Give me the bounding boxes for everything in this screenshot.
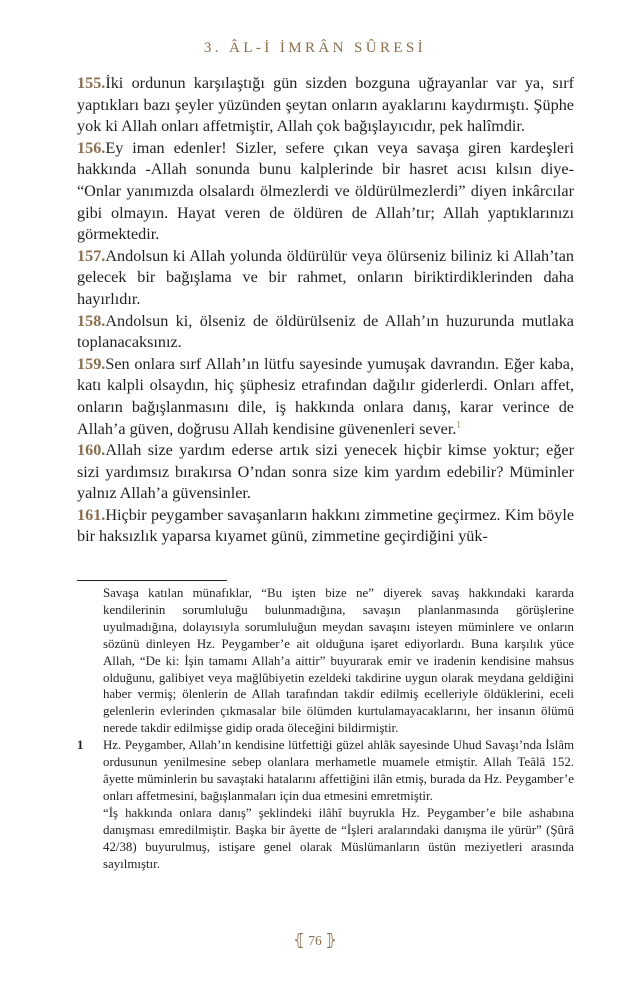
verse-body: Sen onlara sırf Allah’ın lütfu sayesinde yumuşak davrandın. Eğer kaba, katı kalpli olsaydın, hiç şüphesiz etrafından dağılır giderlerdi. Onları affet, onların bağışlanmasını dile, iş hakkında onlara danış, karar verince de Allah’a güven, doğrusu Allah kendisine güvenenleri sever. (77, 354, 574, 438)
verse-160 (77, 440, 574, 505)
verse-156 (77, 138, 574, 246)
footnote-text: Savaşa katılan münafıklar, “Bu işten bize ne” diyerek savaş hakkındaki kararda kendilerinin sorumluluğu bulunmadığına, savaşın planlanmasında görüşlerine uyulmadığına, dolayısıyla sorumluluğun meydan savaşını isteyen müminlere ve onların sözünü dinleyen Hz. Peygamber’e ait olduğuna işaret ediyorlardı. Buna karşılık yüce Allah, “De ki: İşin tamamı Allah’a aittir” buyurarak emir ve iradenin kendisine mahsus olduğunu, galibiyet veya mağlûbiyetin ezeldeki takdirine uygun olarak meydana geldiğini haber vermiş; ölenlerin de Allah tarafından takdir edilmiş ecelleriyle öldüklerini, eceli gelenlerin evlerinden çıkmasalar bile ölümden kurtulamayacaklarını, her insanın ölümü nerede takdir edilmişse gidip orada öleceğini bildirmiştir. (103, 586, 574, 736)
running-header: 3. ÂL-İ İMRÂN SÛRESİ (203, 40, 427, 56)
footnotes (77, 585, 574, 872)
page-footer (0, 930, 630, 950)
verse-161 (77, 505, 574, 548)
verse-body: Ey iman edenler! Sizler, sefere çıkan veya savaşa giren kardeşleri hakkında -Allah sonunda bunu kalplerinde bir hasret acısı kılsın diye- “Onlar yanımızda olsalardı ölmezlerdi ve öldürülmezlerdi” diyen inkârcılar gibi olmayın. Hayat veren de öldüren de Allah’tır; Allah yaptıklarınızı görmektedir. (77, 138, 574, 244)
verse-body: Allah size yardım ederse artık sizi yenecek hiçbir kimse yoktur; eğer sizi yardımsız bırakırsa O’ndan sonra size kim yardım edebilir? Müminler yalnız Allah’a güvensinler. (77, 441, 574, 503)
verse-155 (77, 73, 574, 138)
verse-158 (77, 311, 574, 354)
footnote-reference[interactable]: 1 (456, 419, 461, 430)
verse-text (77, 73, 574, 548)
verse-number: 156. (77, 138, 106, 157)
verse-number: 158. (77, 311, 106, 330)
verse-number: 155. (77, 74, 106, 92)
footnote-item (77, 737, 574, 805)
ornament-right-icon: ⦄ (325, 932, 337, 949)
verse-number: 161. (77, 505, 106, 524)
footnote-text: “İş hakkında onlara danış” şeklindeki ilâhî buyrukla Hz. Peygamber’e bile ashabına danışması emredilmiştir. Başka bir âyette de “İşleri aralarındaki danışma ile yürür” (Şûrâ 42/38) buyurulmuş, istişare genel olarak Müslümanların üstün meziyetleri arasında sayılmıştır. (103, 805, 574, 871)
footnote-divider (77, 580, 227, 581)
ornament-left-icon: ⦃ (293, 932, 305, 949)
page-number: 76 (308, 933, 322, 948)
footnote-item (77, 585, 574, 737)
verse-body: Andolsun ki Allah yolunda öldürülür veya ölürseniz biliniz ki Allah’tan gelecek bir bağışlama ve bir rahmet, onların biriktirdiklerinden daha hayırlıdır. (77, 246, 574, 308)
footnote-number: 1 (77, 738, 84, 753)
footnote-item (77, 805, 574, 873)
verse-body: Hiçbir peygamber savaşanların hakkını zimmetine geçirmez. Kim böyle bir haksızlık yaparsa kıyamet günü, zimmetine geçirdiğini yük- (77, 505, 574, 546)
footnote-text: Hz. Peygamber, Allah’ın kendisine lütfettiği güzel ahlâk sayesinde Uhud Savaşı’nda İslâm ordusunun yenilmesine sebep olanlara merhametle muamele etmiştir. Allah Teâlâ 152. âyette müminlerin bu savaştaki hatalarını affettiğini ilân etmiş, burada da Hz. Peygamber’e onları affetmesini, bağışlanmaları için dua etmesini emretmiştir. (103, 738, 574, 803)
verse-number: 159. (77, 354, 106, 373)
verse-159 (77, 354, 574, 440)
verse-body: Andolsun ki, ölseniz de öldürülseniz de Allah’ın huzurunda mutlaka toplanacaksınız. (77, 311, 574, 352)
verse-number: 157. (77, 246, 106, 265)
verse-body: İki ordunun karşılaştığı gün sizden bozguna uğrayanlar var ya, sırf yaptıkları bazı şeyler yüzünden şeytan onların ayaklarını kaydırmıştı. Şüphe yok ki Allah onları affetmiştir, Allah çok bağışlayıcıdır, pek halîmdir. (77, 74, 574, 136)
verse-157 (77, 246, 574, 311)
verse-number: 160. (77, 441, 106, 460)
